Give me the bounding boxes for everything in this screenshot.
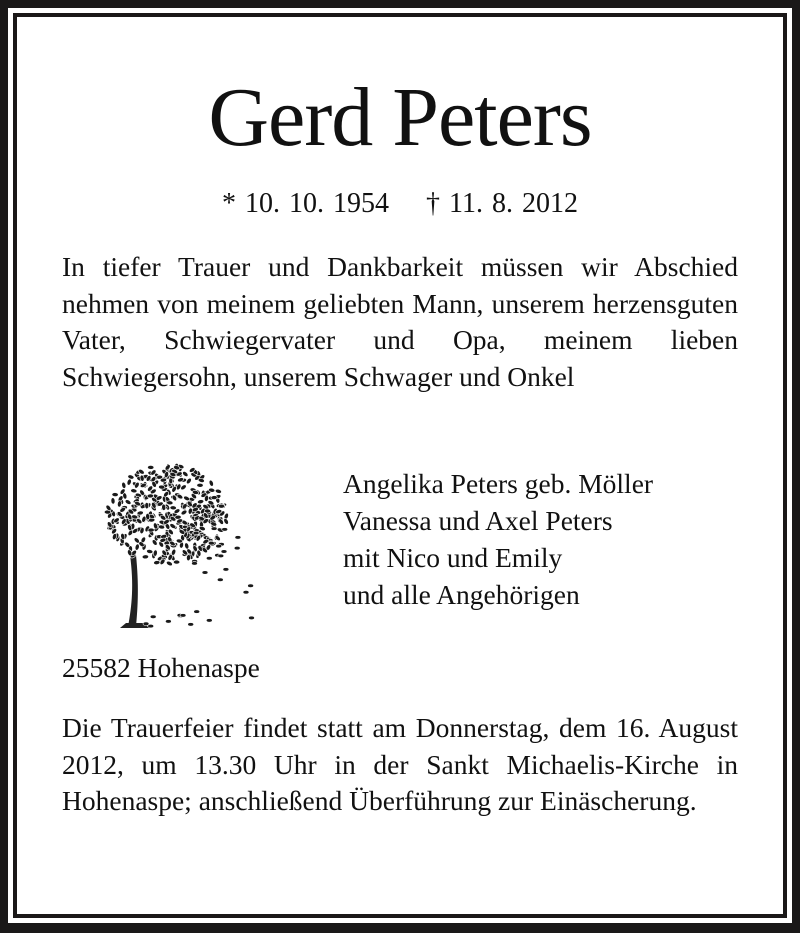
leaf [211, 495, 218, 499]
falling-leaf [221, 550, 227, 554]
falling-leaf [217, 578, 223, 582]
falling-leaf [165, 620, 171, 624]
falling-leaf [194, 610, 200, 614]
death-date: † 11. 8. 2012 [426, 188, 578, 219]
leaf [127, 474, 134, 480]
mourner: Angelika Peters geb. Möller [343, 468, 654, 499]
falling-leaf [235, 536, 241, 540]
falling-leaf [208, 541, 214, 545]
leaf [147, 494, 154, 498]
mourners-list [343, 465, 653, 613]
leaf [180, 509, 188, 516]
falling-leaf [180, 614, 186, 618]
leaf [137, 510, 144, 515]
falling-leaf [192, 562, 198, 566]
leaf [197, 499, 204, 504]
leaf [111, 498, 116, 505]
leaf [223, 518, 230, 526]
leaf [126, 478, 132, 485]
falling-leaf [249, 616, 255, 620]
falling-leaf [188, 623, 194, 627]
funeral-info: Die Trauerfeier findet statt am Donnerstag, dem 16. August 2012, um 13.30 Uhr in der Sankt Michaelis-Kirche in Hohenaspe; anschließend Überführung zur Einäscherung. [62, 712, 738, 816]
falling-leaf [216, 544, 222, 548]
falling-leaf [222, 528, 228, 532]
leaf [170, 506, 177, 511]
leaf [171, 549, 177, 556]
leaf [215, 488, 222, 494]
leaf [124, 499, 132, 506]
leaf [158, 485, 165, 490]
falling-leaf [211, 527, 217, 531]
falling-leaf [206, 619, 212, 623]
mourner: mit Nico und Emily [343, 542, 563, 573]
leaf [166, 500, 173, 505]
intro-text: In tiefer Trauer und Dankbarkeit müssen wir Abschied nehmen von meinem geliebten Mann, unserem herzensguten Vater, Schwiegervater und Opa, meinem lieben Schwiegersohn, unserem Schwager und Onkel [62, 251, 738, 392]
leaf [153, 560, 160, 565]
leaf [162, 504, 166, 511]
life-dates [0, 188, 800, 220]
leaf [182, 470, 189, 477]
leaf [142, 555, 149, 559]
birth-date: * 10. 10. 1954 [222, 188, 390, 219]
leaf [121, 482, 126, 489]
leaf [130, 488, 137, 493]
address: 25582 Hohenaspe [62, 652, 260, 683]
leaf [112, 492, 119, 496]
leaf [147, 465, 153, 469]
mourner: und alle Angehörigen [343, 579, 580, 610]
deceased-name: Gerd Peters [208, 71, 592, 164]
falling-leaf [223, 568, 229, 572]
falling-leaf [143, 622, 149, 626]
falling-leaf [218, 554, 224, 558]
leaf [218, 504, 224, 508]
leaf [197, 483, 203, 487]
leaf [145, 502, 149, 508]
falling-leaf [150, 615, 156, 619]
leaf [145, 513, 150, 520]
leaf [166, 560, 174, 566]
falling-leaf [248, 584, 254, 588]
leaf [148, 528, 155, 532]
leaf [185, 477, 192, 485]
leaf [173, 560, 179, 564]
falling-leaf [206, 557, 212, 561]
falling-leaf [243, 590, 249, 594]
leaf [208, 479, 214, 486]
mourner: Vanessa und Axel Peters [343, 505, 613, 536]
falling-leaf [193, 531, 199, 535]
leaf [153, 550, 158, 557]
falling-leaf [234, 546, 240, 550]
leaf [117, 500, 122, 507]
falling-leaf [202, 571, 208, 575]
leaf [184, 542, 190, 549]
tree-icon [92, 455, 262, 630]
